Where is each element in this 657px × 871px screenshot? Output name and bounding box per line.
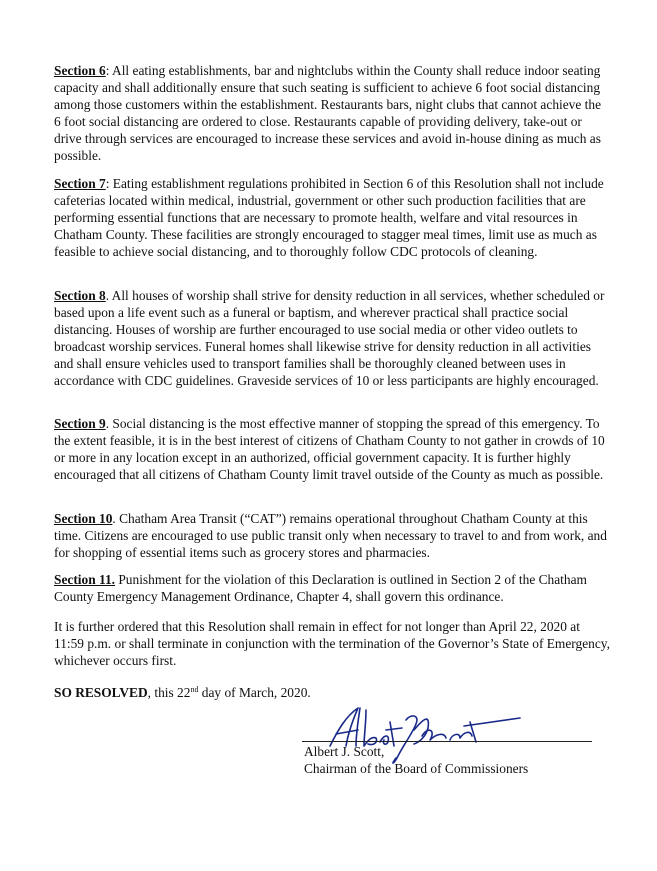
section-10-paragraph: Section 10. Chatham Area Transit (“CAT”) remains operational throughout Chatham County at this time. Citizens are encouraged to use public transit only when necessary to travel to and from work, and for shopping of essential items such as grocery stores and pharmacies. [54,511,607,561]
section-8-heading: Section 8 [54,288,106,303]
section-7-heading: Section 7 [54,176,106,191]
section-8-text: All houses of worship shall strive for density reduction in all services, whether scheduled or based upon a life event such as a funeral or baptism, and wherever practical shall practice social distancing. Houses of worship are further encouraged to use social media or other video outlets to broadcast worship services. Funeral homes shall likewise strive for density reduction in all activities and shall ensure vehicles used to transport families shall be thoroughly cleaned between uses in accordance with CDC guidelines. Graveside services of 10 or less participants are highly encouraged. [54,288,605,389]
section-9-paragraph: Section 9. Social distancing is the most effective manner of stopping the spread of this emergency. To the extent feasible, it is in the best interest of citizens of Chatham County to not gather in crowds of 10 or more in any location except in an authorized, official government capacity. It is further highly encouraged that all citizens of Chatham County limit travel outside of the County as much as possible. [54,416,605,483]
section-9-text: Social distancing is the most effective manner of stopping the spread of this emergency. To the extent feasible, it is in the best interest of citizens of Chatham County to not gather in crowds of 10 or more in any location except in an authorized, official government capacity. It is further highly encouraged that all citizens of Chatham County limit travel outside of the County as much as possible. [54,416,605,483]
resolved-line: SO RESOLVED, this 22nd day of March, 2020. [54,685,311,700]
section-7-paragraph: Section 7: Eating establishment regulations prohibited in Section 6 of this Resolution shall not include cafeterias located within medical, industrial, government or other such production facilities that are performing essential functions that are necessary to promote health, welfare and vital resources in Chatham County. These facilities are strongly encouraged to stagger meal times, limit use as much as feasible to achieve social distancing, and to thoroughly follow CDC protocols of cleaning. [54,176,604,260]
signature-line [302,741,592,742]
section-10-text: Chatham Area Transit (“CAT”) remains operational throughout Chatham County at this time. Citizens are encouraged to use public transit only when necessary to travel to and from work, and for shopping of essential items such as grocery stores and pharmacies. [54,511,607,561]
section-6-heading: Section 6 [54,63,106,78]
section-6-text: All eating establishments, bar and nightclubs within the County shall reduce indoor seating capacity and shall additionally ensure that such seating is sufficient to achieve 6 foot social distancing among those customers within the establishment. Restaurants bars, night clubs that cannot achieve the 6 foot social distancing are ordered to close. Restaurants capable of providing delivery, take-out or drive through services are encouraged to increase these services and avoid in-house dining as much as possible. [54,63,602,164]
resolved-lead: SO RESOLVED [54,685,148,700]
section-11-heading: Section 11. [54,572,116,587]
signatory-name: Albert J. Scott, [304,744,385,759]
section-6-paragraph: Section 6: All eating establishments, bar and nightclubs within the County shall reduce indoor seating capacity and shall additionally ensure that such seating is sufficient to achieve 6 foot social distancing among those customers within the establishment. Restaurants bars, night clubs that cannot achieve the 6 foot social distancing are ordered to close. Restaurants capable of providing delivery, take-out or drive through services are encouraged to increase these services and avoid in-house dining as much as possible. [54,63,602,164]
signatory-title: Chairman of the Board of Commissioners [304,761,529,776]
closing-paragraph: It is further ordered that this Resolution shall remain in effect for not longer than April 22, 2020 at 11:59 p.m. or shall terminate in conjunction with the termination of the Governor’s State of Emergency, whichever occurs first. [54,619,610,669]
section-8-paragraph: Section 8. All houses of worship shall strive for density reduction in all services, whether scheduled or based upon a life event such as a funeral or baptism, and wherever practical shall practice social distancing. Houses of worship are further encouraged to use social media or other video outlets to broadcast worship services. Funeral homes shall likewise strive for density reduction in all activities and shall ensure vehicles used to transport families shall be thoroughly cleaned between uses in accordance with CDC guidelines. Graveside services of 10 or less participants are highly encouraged. [54,288,605,389]
section-7-text: Eating establishment regulations prohibited in Section 6 of this Resolution shall not include cafeterias located within medical, industrial, government or other such production facilities that are performing essential functions that are necessary to promote health, welfare and vital resources in Chatham County. These facilities are strongly encouraged to stagger meal times, limit use as much as feasible to achieve social distancing, and to thoroughly follow CDC protocols of cleaning. [54,176,604,260]
section-11-paragraph [54,571,610,605]
section-11-text: Punishment for the violation of this Declaration is outlined in Section 2 of the Chatham County Emergency Management Ordinance, Chapter 4, shall govern this ordinance. [54,572,587,605]
section-9-heading: Section 9 [54,416,106,431]
section-10-heading: Section 10 [54,511,113,526]
